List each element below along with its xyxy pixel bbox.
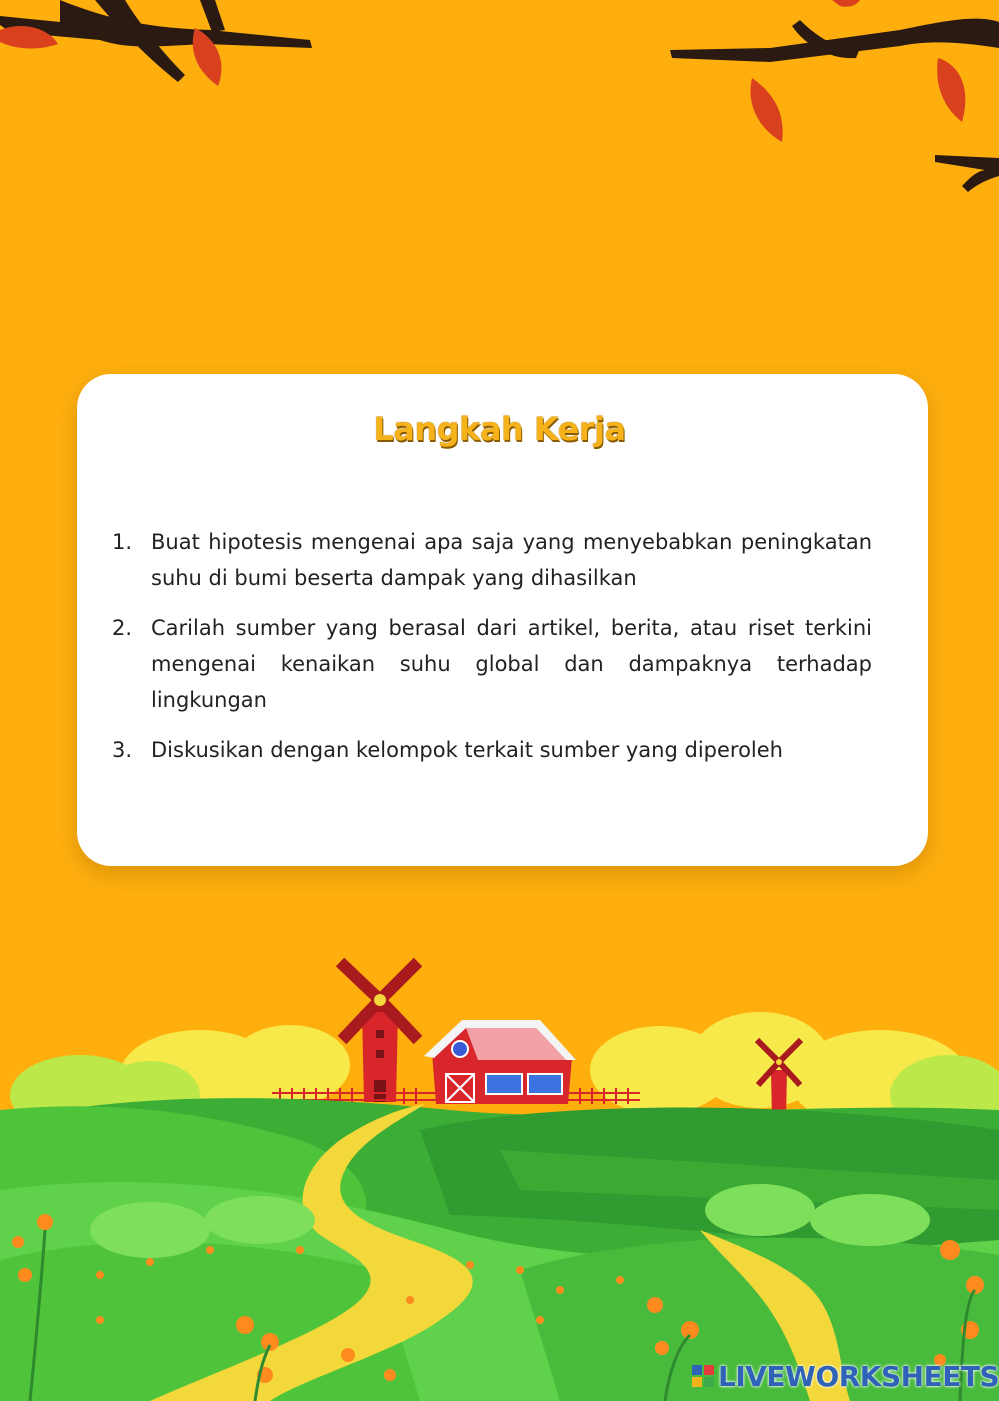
step-number: 3. [112,738,133,762]
list-item [112,732,872,768]
branch-top-right [670,0,999,192]
card-title: Langkah Kerja [373,410,626,448]
step-number: 2. [112,616,133,640]
list-item [112,524,872,596]
liveworksheets-logo-icon [690,1363,716,1389]
steps-list [112,524,872,782]
list-item [112,610,872,718]
step-text: Carilah sumber yang berasal dari artikel, berita, atau riset terkini mengenai kenaikan suhu global dan dampaknya terhadap lingkungan [151,616,872,712]
windmill-large [340,962,418,1102]
liveworksheets-watermark [690,1358,999,1394]
barn [424,1020,576,1104]
step-text: Diskusikan dengan kelompok terkait sumber yang diperoleh [151,738,783,762]
step-text: Buat hipotesis mengenai apa saja yang menyebabkan peningkatan suhu di bumi beserta dampak yang dihasilkan [151,530,872,590]
branch-top-left [0,0,312,86]
watermark-text: LIVEWORKSHEETS [718,1359,999,1393]
step-number: 1. [112,530,133,554]
